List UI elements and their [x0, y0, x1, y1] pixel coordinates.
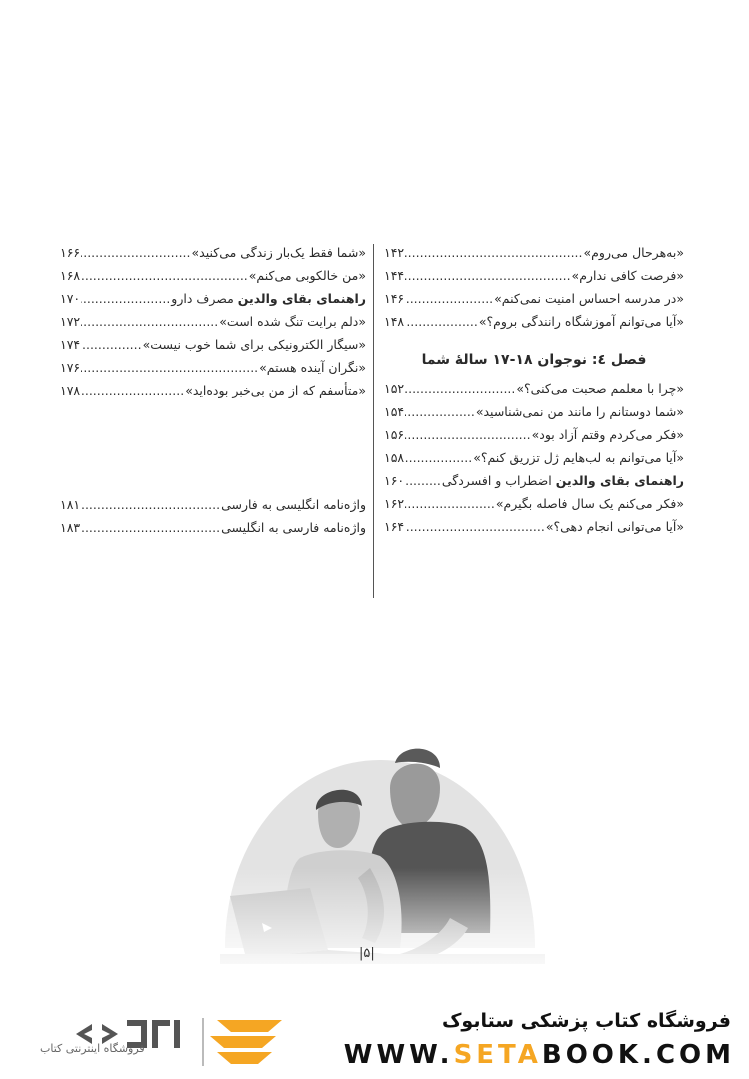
toc-entry-title: [221, 493, 366, 516]
leader-dots: [81, 333, 141, 356]
toc-entry-title: [185, 379, 366, 402]
leader-dots: [405, 423, 530, 446]
toc-entry-title: [532, 423, 684, 446]
toc-entry: [384, 241, 684, 264]
store-title: فروشگاه کتاب پزشکی ستابوک: [441, 1010, 731, 1032]
leader-dots: [405, 264, 570, 287]
toc-right-column: [384, 241, 684, 538]
toc-entry-title: [516, 377, 684, 400]
toc-entry-title: [496, 492, 684, 515]
toc-entry: [60, 493, 366, 516]
store-url[interactable]: [344, 1040, 735, 1070]
toc-entry-bold-label: راهنمای بقای والدین: [555, 473, 684, 488]
page-number: |۵|: [359, 946, 375, 961]
toc-entry-text: «فکر می‌کردم وقتم آزاد بود»: [531, 427, 684, 442]
leader-dots: [405, 377, 515, 400]
url-suffix: BOOK.COM: [541, 1040, 735, 1070]
toc-entry-text: «شما دوستانم را مانند من نمی‌شناسید»: [475, 404, 684, 419]
toc-entry: [384, 423, 684, 446]
toc-entry: [384, 377, 684, 400]
toc-entry-text: «شما فقط یک‌بار زندگی می‌کنید»: [191, 245, 366, 260]
toc-entry-title: [442, 469, 684, 492]
logo-subtitle: فروشگاه اینترنتی کتاب: [40, 1042, 145, 1055]
toc-entry: [60, 310, 366, 333]
leader-dots: [405, 446, 472, 469]
toc-entry-text: «نگران آینده هستم»: [259, 360, 366, 375]
leader-dots: [405, 469, 441, 492]
toc-entry-page: ۱۶۶: [60, 245, 81, 260]
toc-entry-text: «آیا می‌توانم آموزشگاه رانندگی بروم؟»: [478, 314, 684, 329]
leader-dots: [81, 493, 220, 516]
toc-entry: [384, 492, 684, 515]
toc-entry-text: «دلم برایت تنگ شده است»: [219, 314, 366, 329]
leader-dots: [81, 516, 220, 539]
toc-entry: [384, 310, 684, 333]
toc-entry-page: ۱۴۶: [384, 291, 405, 306]
toc-entry-page: ۱۵۶: [384, 427, 405, 442]
toc-entry: [384, 515, 684, 538]
toc-entry-page: ۱۸۱: [60, 497, 81, 512]
toc-entry: [60, 333, 366, 356]
leader-dots: [405, 310, 478, 333]
toc-entry: [384, 264, 684, 287]
url-prefix: WWW.: [343, 1040, 454, 1070]
toc-entry-title: [219, 310, 366, 333]
url-highlight: SETA: [453, 1040, 542, 1070]
toc-entry-page: ۱۶۲: [384, 496, 405, 511]
toc-entry-text: واژه‌نامه فارسی به انگلیسی: [221, 520, 366, 535]
toc-entry: [384, 469, 684, 492]
toc-entry-title: [221, 516, 366, 539]
toc-entry-text: «فرصت کافی ندارم»: [571, 268, 684, 283]
toc-entry-page: ۱۷۰: [60, 291, 81, 306]
toc-entry: [384, 400, 684, 423]
toc-entry: [60, 264, 366, 287]
toc-entry-page: ۱۵۴: [384, 404, 405, 419]
toc-entry-title: [259, 356, 366, 379]
toc-entry-page: ۱۷۲: [60, 314, 81, 329]
toc-entry-bold-label: راهنمای بقای والدین: [237, 291, 366, 306]
toc-entry-page: ۱۴۴: [384, 268, 405, 283]
toc-entry-title: [249, 264, 366, 287]
toc-entry-title: [192, 241, 366, 264]
toc-entry-text: «چرا با معلمم صحبت می‌کنی؟»: [516, 381, 684, 396]
toc-entry-page: ۱۷۴: [60, 337, 81, 352]
toc-entry-title: [546, 515, 684, 538]
leader-dots: [405, 400, 475, 423]
leader-dots: [405, 492, 495, 515]
leader-dots: [81, 310, 218, 333]
toc-entry-page: ۱۶۸: [60, 268, 81, 283]
toc-entry: [60, 379, 366, 402]
setabook-logo-icon: [32, 1010, 292, 1072]
toc-entry-title: [143, 333, 366, 356]
toc-entry: [384, 287, 684, 310]
toc-entry-text: «سیگار الکترونیکی برای شما خوب نیست»: [142, 337, 366, 352]
toc-entry-text: «فکر می‌کنم یک سال فاصله بگیرم»: [495, 496, 684, 511]
toc-entry: [60, 356, 366, 379]
chapter-heading: فصل ٤: نوجوان ۱۸-۱۷ سالهٔ شما: [421, 352, 647, 368]
toc-entry-title: [479, 310, 684, 333]
toc-entry: [60, 287, 366, 310]
leader-dots: [405, 515, 545, 538]
footer-banner: [0, 996, 749, 1079]
leader-dots: [81, 241, 190, 264]
toc-entry: [384, 446, 684, 469]
toc-entry: [60, 516, 366, 539]
toc-entry-title: [476, 400, 684, 423]
leader-dots: [81, 379, 184, 402]
illustration-father-son-laptop: [200, 718, 560, 980]
toc-left-column: [60, 241, 366, 539]
toc-entry-page: ۱۵۲: [384, 381, 405, 396]
toc-entry-page: ۱۶۰: [384, 473, 405, 488]
toc-entry-page: ۱۵۸: [384, 450, 405, 465]
toc-entry-page: ۱۴۲: [384, 245, 405, 260]
toc-entry-title: [473, 446, 684, 469]
leader-dots: [81, 264, 248, 287]
toc-entry-page: ۱۷۸: [60, 383, 81, 398]
leader-dots: [81, 287, 170, 310]
toc-entry-text: «به‌هرحال می‌روم»: [583, 245, 684, 260]
toc-entry-text: اضطراب و افسردگی: [441, 473, 556, 488]
toc-entry-page: ۱۷۶: [60, 360, 81, 375]
toc-entry-title: [584, 241, 684, 264]
toc-entry-text: «آیا می‌توانم به لب‌هایم ژل تزریق کنم؟»: [473, 450, 684, 465]
toc-entry-page: ۱۴۸: [384, 314, 405, 329]
column-divider: [373, 244, 374, 598]
toc-entry-text: واژه‌نامه انگلیسی به فارسی: [221, 497, 366, 512]
toc-entry-title: [572, 264, 684, 287]
toc-entry: [60, 241, 366, 264]
toc-entry-title: [494, 287, 684, 310]
toc-entry-page: ۱۸۳: [60, 520, 81, 535]
toc-entry-text: مصرف دارو: [171, 291, 238, 306]
leader-dots: [405, 287, 493, 310]
leader-dots: [405, 241, 582, 264]
toc-entry-text: «متأسفم که از من بی‌خبر بوده‌اید»: [185, 383, 366, 398]
toc-entry-text: «من خالکوبی می‌کنم»: [248, 268, 366, 283]
toc-entry-title: [171, 287, 366, 310]
toc-entry-page: ۱۶۴: [384, 519, 405, 534]
toc-entry-text: «آیا می‌توانی انجام دهی؟»: [545, 519, 684, 534]
toc-entry-text: «در مدرسه احساس امنیت نمی‌کنم»: [494, 291, 684, 306]
leader-dots: [81, 356, 258, 379]
